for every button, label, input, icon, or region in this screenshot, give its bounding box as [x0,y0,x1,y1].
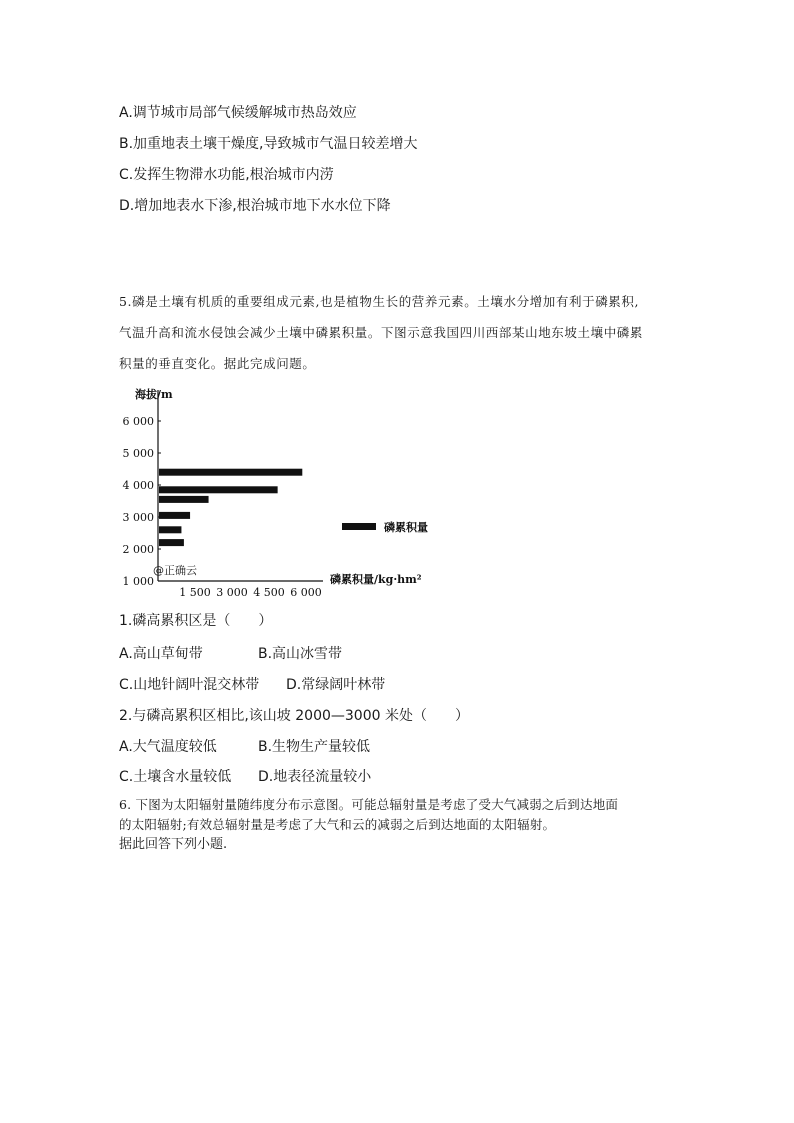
x-tick-label: 1 500 [179,586,211,599]
bar [159,526,181,533]
y-tick-label: 6 000 [122,415,154,428]
q5-sub1-option-c: C.山地针阔叶混交林带 [119,677,260,693]
q5-sub1-option-b: B.高山冰雪带 [258,646,343,662]
x-axis-label: 磷累积量/kg·hm² [330,573,422,586]
x-tick-label: 4 500 [253,586,285,599]
legend-swatch [342,523,376,530]
x-tick-label: 3 000 [216,586,248,599]
q6-stem-line-2: 的太阳辐射;有效总辐射量是考虑了大气和云的减弱之后到达地面的太阳辐射。 [119,817,556,832]
q5-sub1-question: 1.磷高累积区是（ ） [119,613,273,629]
bar [159,469,302,476]
q5-stem-line-3: 积量的垂直变化。据此完成问题。 [119,356,316,371]
q6-stem-line-3: 据此回答下列小题. [119,837,228,852]
q5-stem-line-2: 气温升高和流水侵蚀会减少土壤中磷累积量。下图示意我国四川西部某山地东坡土壤中磷累 [119,325,644,340]
q5-sub2-option-c: C.土壤含水量较低 [119,769,232,785]
bar [159,512,190,519]
y-tick-label: 1 000 [122,575,154,588]
q5-sub2-question: 2.与磷高累积区相比,该山坡 2000—3000 米处（ ） [119,708,469,724]
watermark: @正确云 [153,564,197,577]
q6-stem-line-1: 6. 下图为太阳辐射量随纬度分布示意图。可能总辐射量是考虑了受大气减弱之后到达地面 [119,797,619,812]
y-tick-label: 2 000 [122,543,154,556]
q4-option-a: A.调节城市局部气候缓解城市热岛效应 [119,105,357,121]
legend-label: 磷累积量 [384,521,428,534]
y-tick-label: 4 000 [122,479,154,492]
phosphorus-altitude-chart [118,380,458,600]
q4-option-c: C.发挥生物滞水功能,根治城市内涝 [119,167,334,183]
x-tick-label: 6 000 [290,586,322,599]
y-tick-label: 3 000 [122,511,154,524]
bar [159,486,278,493]
q5-sub2-option-a: A.大气温度较低 [119,739,217,755]
q4-option-d: D.增加地表水下渗,根治城市地下水水位下降 [119,198,391,214]
q5-stem-line-1: 5.磷是土壤有机质的重要组成元素,也是植物生长的营养元素。土壤水分增加有利于磷累积, [119,294,640,309]
bar [159,539,184,546]
q5-sub2-option-d: D.地表径流量较小 [258,769,372,785]
bar [159,496,209,503]
q4-option-b: B.加重地表土壤干燥度,导致城市气温日较差增大 [119,136,418,152]
q5-sub1-option-d: D.常绿阔叶林带 [286,677,386,693]
y-axis-label: 海拔/m [135,388,173,401]
y-tick-label: 5 000 [122,447,154,460]
q5-sub1-option-a: A.高山草甸带 [119,646,203,662]
q5-sub2-option-b: B.生物生产量较低 [258,739,371,755]
